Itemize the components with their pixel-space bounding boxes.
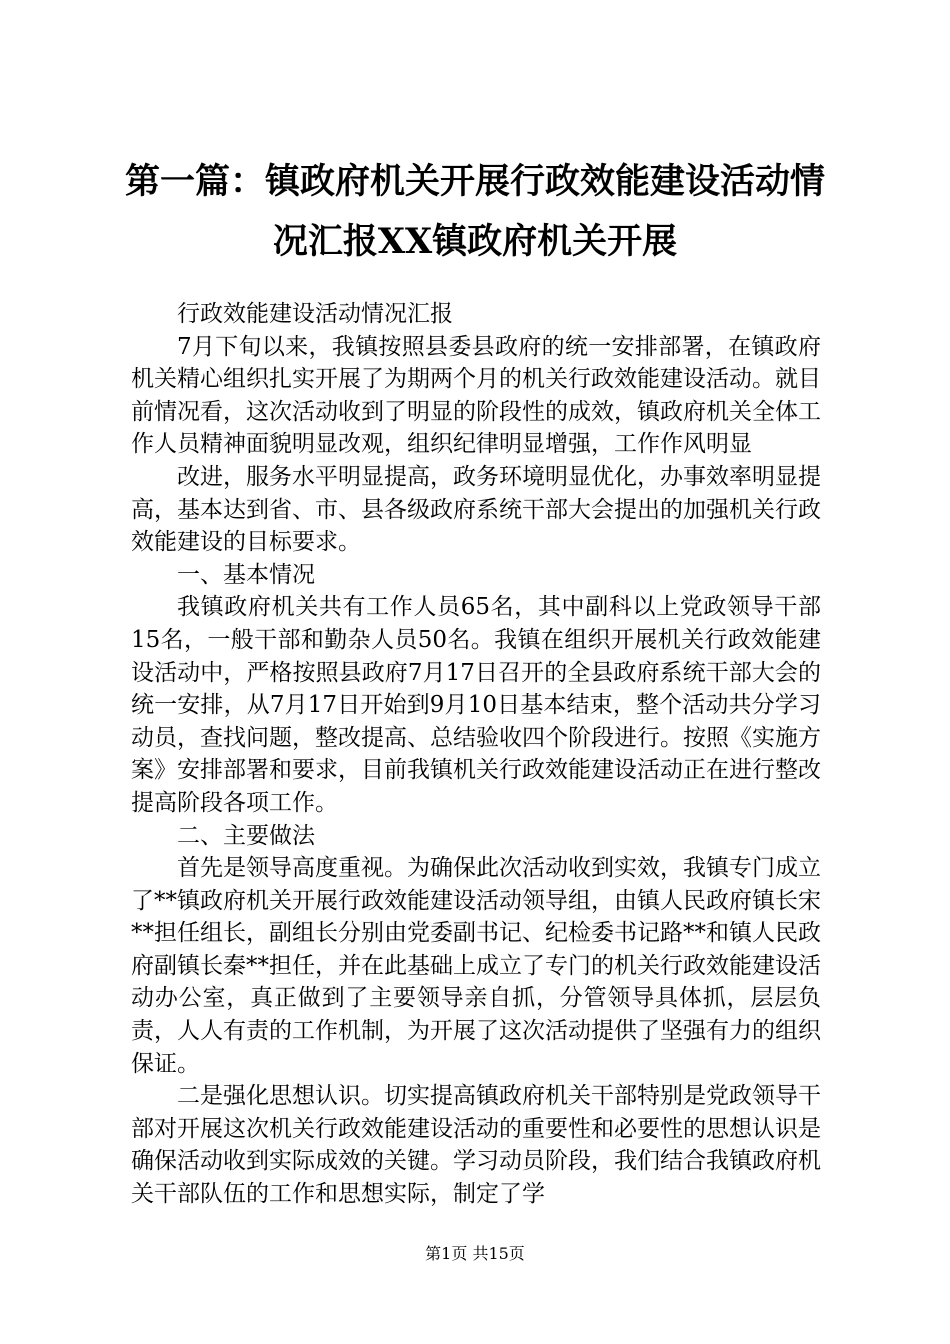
document-title-line-1: 第一篇：镇政府机关开展行政效能建设活动情	[124, 161, 825, 202]
paragraph: 首先是领导高度重视。为确保此次活动收到实效，我镇专门成立了**镇政府机关开展行政效能建设活动领导组，由镇人民政府镇长宋**担任组长，副组长分别由党委副书记、纪检委书记路**和镇人民政府副镇长秦**担任，并在此基础上成立了专门的机关行政效能建设活动办公室，真正做到了主要领导亲自抓，分管领导具体抓，层层负责，人人有责的工作机制，为开展了这次活动提供了坚强有力的组织保证。	[131, 855, 821, 1077]
paragraph: 二是强化思想认识。切实提高镇政府机关干部特别是党政领导干部对开展这次机关行政效能建设活动的重要性和必要性的思想认识是确保活动收到实际成效的关键。学习动员阶段，我们结合我镇政府机关干部队伍的工作和思想实际，制定了学	[131, 1083, 821, 1208]
page-footer: 第1页 共15页	[425, 1244, 525, 1263]
section-heading: 二、主要做法	[177, 822, 315, 849]
document-body	[131, 298, 821, 1211]
section-heading: 一、基本情况	[177, 561, 315, 588]
paragraph: 改进，服务水平明显提高，政务环境明显优化，办事效率明显提高，基本达到省、市、县各级政府系统干部大会提出的加强机关行政效能建设的目标要求。	[131, 463, 821, 556]
paragraph: 行政效能建设活动情况汇报	[177, 301, 453, 327]
paragraph: 7月下旬以来，我镇按照县委县政府的统一安排部署，在镇政府机关精心组织扎实开展了为期两个月的机关行政效能建设活动。就目前情况看，这次活动收到了明显的阶段性的成效，镇政府机关全体工作人员精神面貌明显改观，组织纪律明显增强，工作作风明显	[131, 333, 821, 458]
document-title-line-2: 况汇报XX镇政府机关开展	[272, 221, 678, 262]
paragraph: 我镇政府机关共有工作人员65名，其中副科以上党政领导干部15名，一般干部和勤杂人员50名。我镇在组织开展机关行政效能建设活动中，严格按照县政府7月17日召开的全县政府系统干部大会的统一安排，从7月17日开始到9月10日基本结束，整个活动共分学习动员，查找问题，整改提高、总结验收四个阶段进行。按照《实施方案》安排部署和要求，目前我镇机关行政效能建设活动正在进行整改提高阶段各项工作。	[131, 594, 821, 816]
